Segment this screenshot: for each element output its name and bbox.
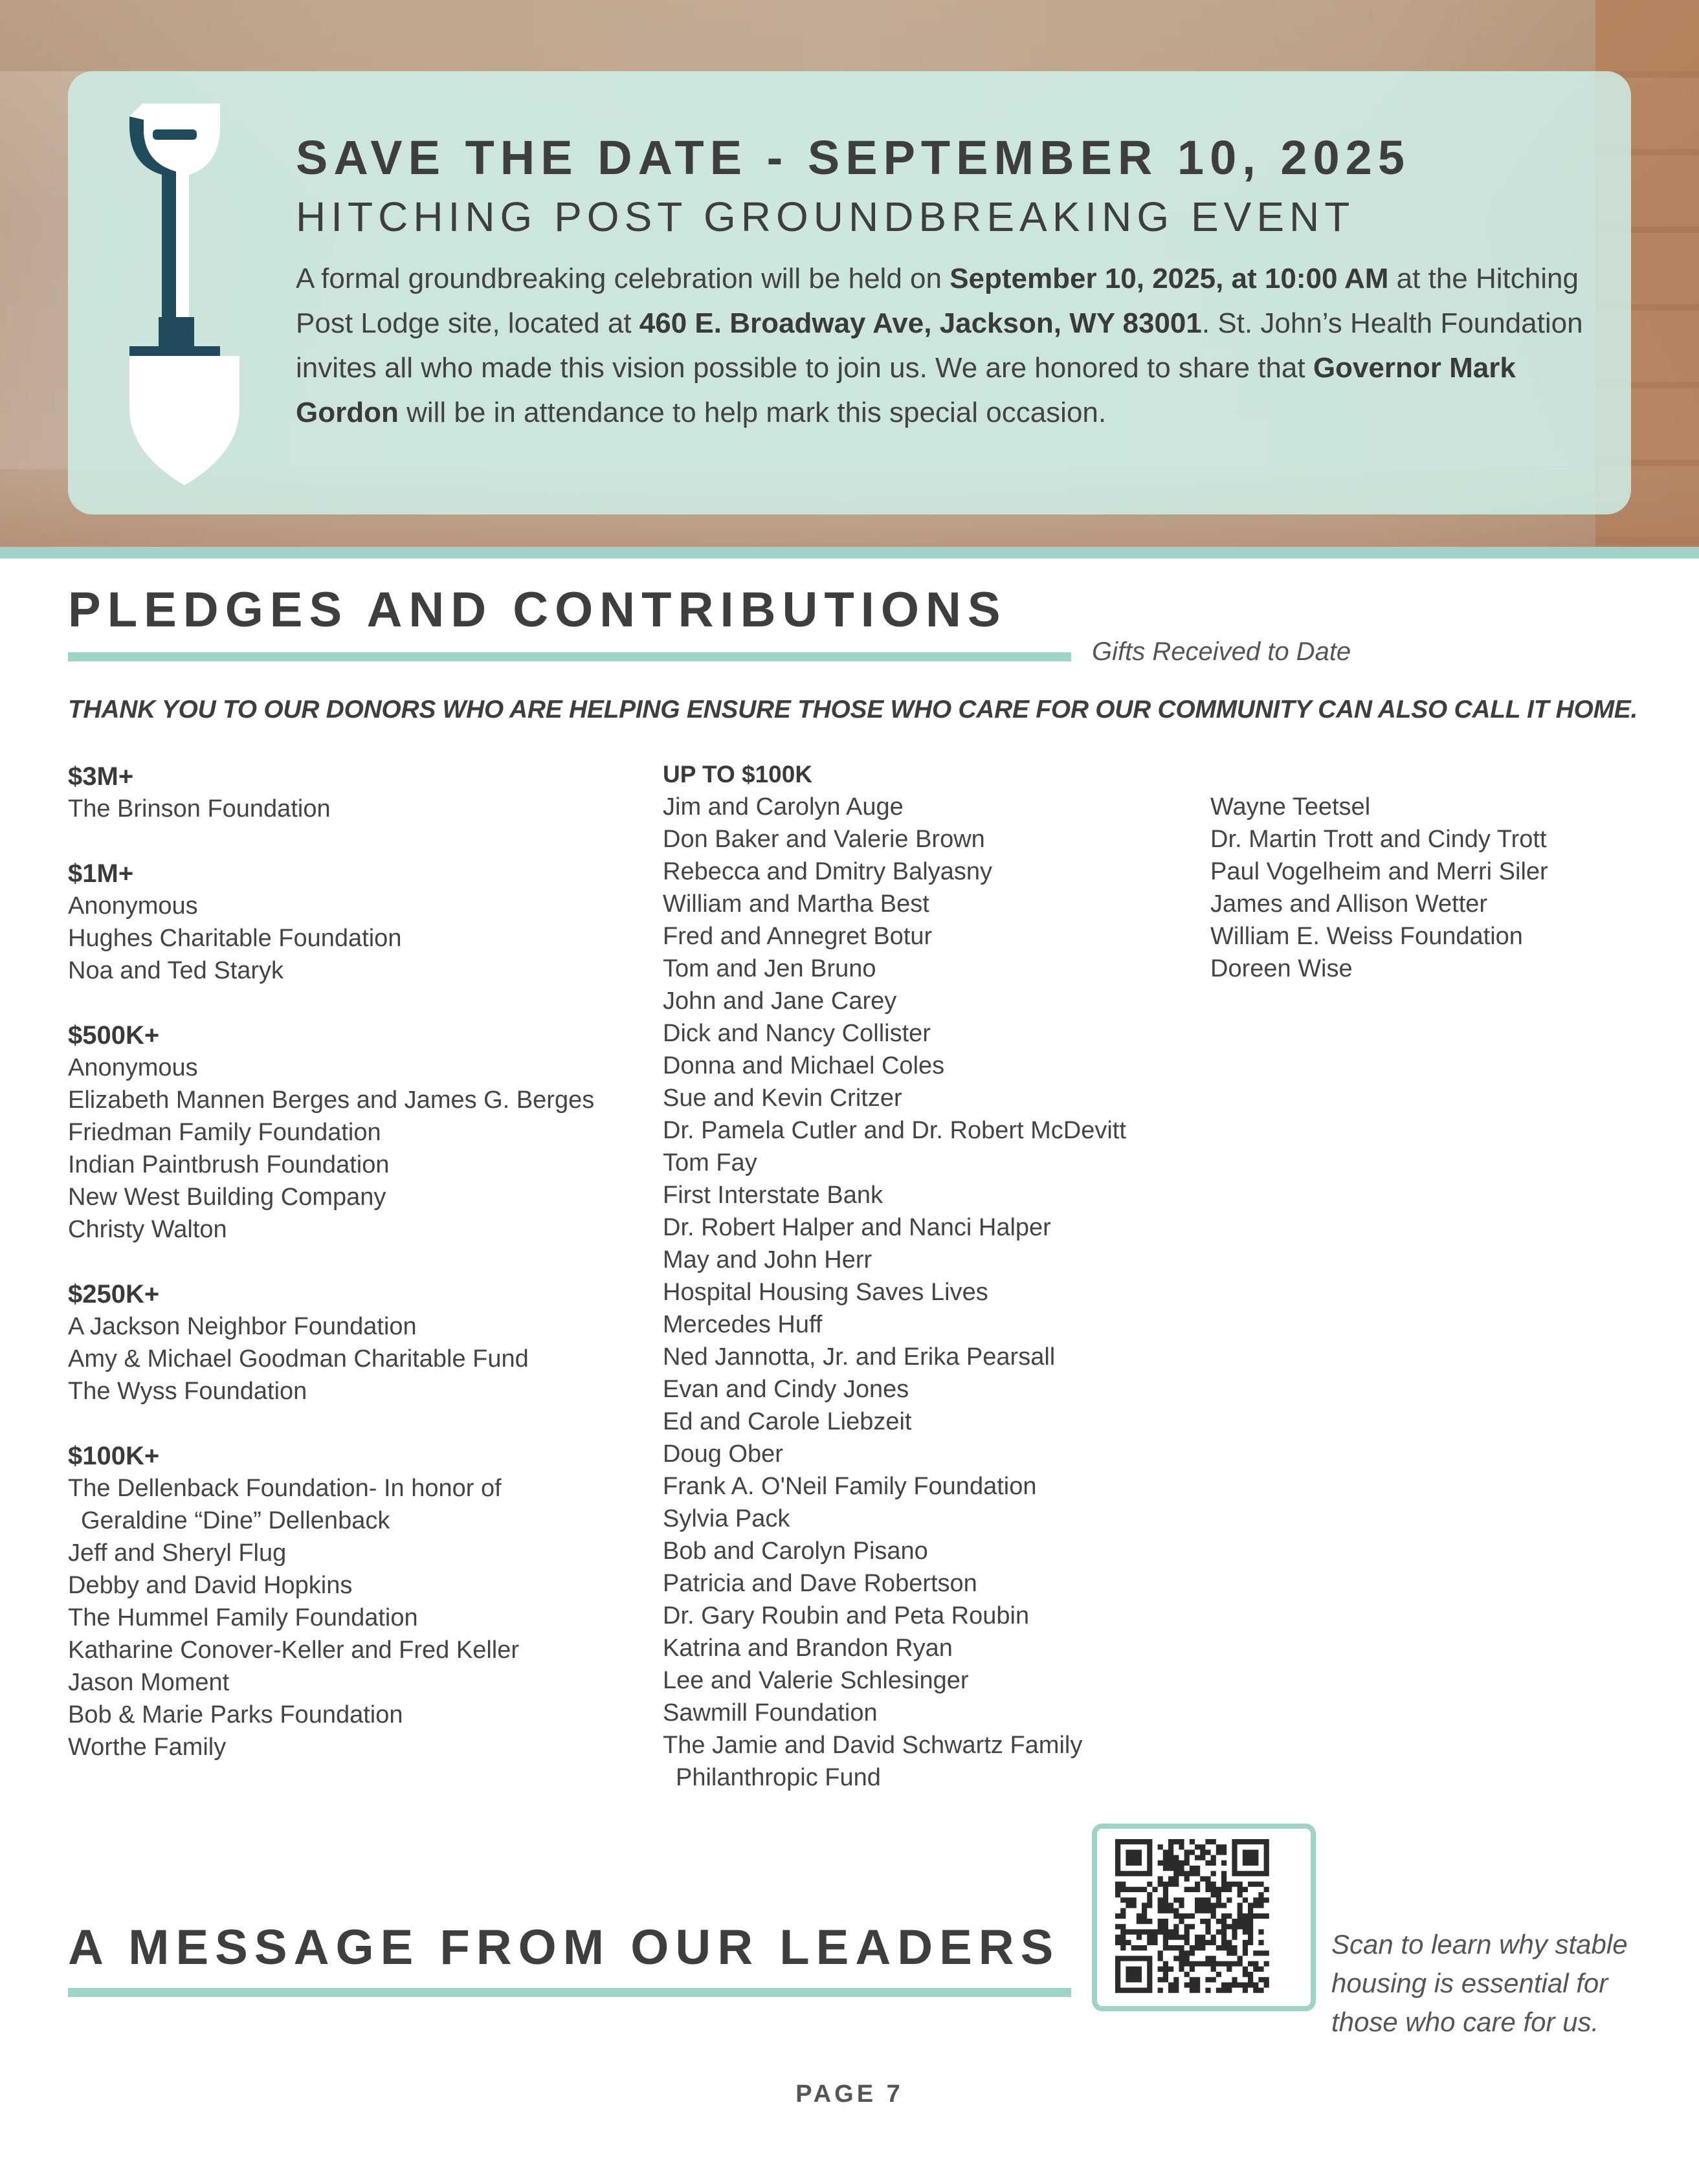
donor-name: William and Martha Best xyxy=(663,890,929,918)
donor-name: William E. Weiss Foundation xyxy=(1210,923,1523,950)
donor-name: Sawmill Foundation xyxy=(663,1699,878,1726)
donor-name: Don Baker and Valerie Brown xyxy=(663,826,985,853)
donor-name: Hospital Housing Saves Lives xyxy=(663,1279,988,1306)
donor-name: Debby and David Hopkins xyxy=(68,1572,353,1599)
donor-name: Worthe Family xyxy=(68,1734,227,1761)
donor-name: Hughes Charitable Foundation xyxy=(68,925,402,952)
donor-name: Bob and Carolyn Pisano xyxy=(663,1538,928,1565)
donor-name: Elizabeth Mannen Berges and James G. Berges xyxy=(68,1086,595,1114)
event-datetime: September 10, 2025, at 10:00 AM xyxy=(949,262,1389,294)
donor-name: Patricia and Dave Robertson xyxy=(663,1570,977,1597)
description-text: A formal groundbreaking celebration will be held on xyxy=(296,262,950,294)
donor-name: Dr. Robert Halper and Nanci Halper xyxy=(663,1214,1051,1241)
donor-name: Anonymous xyxy=(68,1054,198,1081)
donor-name: Paul Vogelheim and Merri Siler xyxy=(1210,858,1548,885)
qr-code[interactable] xyxy=(1092,1824,1316,2011)
donor-name: Jason Moment xyxy=(68,1669,230,1696)
leaders-heading: A MESSAGE FROM OUR LEADERS xyxy=(68,1920,1060,1975)
donor-name: Geraldine “Dine” Dellenback xyxy=(81,1507,390,1534)
donor-column-2 xyxy=(663,758,1181,1794)
gifts-note: Gifts Received to Date xyxy=(1092,637,1351,666)
donor-name: Amy & Michael Goodman Charitable Fund xyxy=(68,1345,529,1373)
donor-name: First Interstate Bank xyxy=(663,1182,883,1209)
donor-name: Rebecca and Dmitry Balyasny xyxy=(663,858,992,885)
donor-column-3 xyxy=(1210,791,1663,985)
donor-name: A Jackson Neighbor Foundation xyxy=(68,1313,417,1340)
donor-name: The Dellenback Foundation- In honor of xyxy=(68,1475,502,1502)
shovel-icon xyxy=(129,104,239,485)
donor-name: Noa and Ted Staryk xyxy=(68,957,284,984)
donor-name: James and Allison Wetter xyxy=(1210,890,1488,918)
donor-name: Frank A. O'Neil Family Foundation xyxy=(663,1473,1037,1500)
donor-name: Tom and Jen Bruno xyxy=(663,955,876,982)
donor-name: Donna and Michael Coles xyxy=(663,1052,945,1079)
donor-name: Jim and Carolyn Auge xyxy=(663,793,904,821)
hero-text-block xyxy=(296,129,1590,435)
donor-name: The Hummel Family Foundation xyxy=(68,1604,418,1631)
donor-name: Jeff and Sheryl Flug xyxy=(68,1539,287,1567)
donor-name: Dr. Pamela Cutler and Dr. Robert McDevitt xyxy=(663,1117,1126,1144)
ceiling-beam xyxy=(0,0,1699,71)
donor-name: Mercedes Huff xyxy=(663,1311,823,1338)
donor-name: Indian Paintbrush Foundation xyxy=(68,1151,390,1178)
governor-name: Governor Mark Gordon xyxy=(296,351,1516,428)
tier-label: UP TO $100K xyxy=(663,761,813,788)
donor-name: Wayne Teetsel xyxy=(1210,793,1371,821)
description-text: at the Hitching Post Lodge site, located at xyxy=(296,262,1579,339)
description-text: . St. John’s Health Foundation invites all who made this vision possible to join us. We are honored to share that xyxy=(296,307,1583,384)
donor-name: Doreen Wise xyxy=(1210,955,1353,982)
donor-name: Fred and Annegret Botur xyxy=(663,923,933,950)
tier-label: $100K+ xyxy=(68,1442,160,1470)
save-the-date-card xyxy=(68,71,1631,514)
teal-divider xyxy=(0,547,1699,558)
donor-name: Sue and Kevin Critzer xyxy=(663,1085,902,1112)
tier-label: $1M+ xyxy=(68,859,134,888)
donor-name: Doug Ober xyxy=(663,1440,783,1468)
donor-name: Dr. Gary Roubin and Peta Roubin xyxy=(663,1602,1030,1629)
donor-name: The Wyss Foundation xyxy=(68,1378,307,1405)
tier-label: $3M+ xyxy=(68,762,134,791)
save-the-date-heading: SAVE THE DATE - SEPTEMBER 10, 2025 xyxy=(296,131,1410,184)
donor-name: Ned Jannotta, Jr. and Erika Pearsall xyxy=(663,1343,1056,1371)
event-title: HITCHING POST GROUNDBREAKING EVENT xyxy=(296,193,1355,240)
tier-label: $500K+ xyxy=(68,1021,160,1050)
donor-name: Evan and Cindy Jones xyxy=(663,1376,909,1403)
page-number: PAGE 7 xyxy=(795,2080,904,2108)
donor-name: Katrina and Brandon Ryan xyxy=(663,1635,953,1662)
donor-name: May and John Herr xyxy=(663,1246,872,1274)
event-address: 460 E. Broadway Ave, Jackson, WY 83001 xyxy=(639,307,1202,339)
donor-name: Katharine Conover-Keller and Fred Keller xyxy=(68,1637,520,1664)
donor-name: The Brinson Foundation xyxy=(68,795,331,822)
description-text: will be in attendance to help mark this special occasion. xyxy=(398,396,1107,428)
donor-name: Ed and Carole Liebzeit xyxy=(663,1408,912,1435)
pledges-heading: PLEDGES AND CONTRIBUTIONS xyxy=(68,582,1007,637)
donor-name: Philanthropic Fund xyxy=(676,1764,881,1791)
tier-label: $250K+ xyxy=(68,1280,160,1308)
donor-column-1 xyxy=(68,760,638,1763)
leaders-underline xyxy=(68,1988,1071,1997)
qr-code-icon xyxy=(1110,1839,1298,1994)
pledges-underline xyxy=(68,652,1071,661)
donor-name: Dr. Martin Trott and Cindy Trott xyxy=(1210,826,1547,853)
donor-name: Anonymous xyxy=(68,892,198,920)
donor-name: New West Building Company xyxy=(68,1184,386,1211)
donor-name: Friedman Family Foundation xyxy=(68,1119,381,1146)
donor-name: Dick and Nancy Collister xyxy=(663,1020,931,1047)
donor-name: Tom Fay xyxy=(663,1149,757,1176)
hero-banner xyxy=(0,0,1699,547)
donor-name: Lee and Valerie Schlesinger xyxy=(663,1667,969,1694)
donor-name: Christy Walton xyxy=(68,1216,227,1243)
donor-name: John and Jane Carey xyxy=(663,987,897,1015)
donor-name: Bob & Marie Parks Foundation xyxy=(68,1701,403,1728)
donor-name: Sylvia Pack xyxy=(663,1505,790,1532)
event-description xyxy=(296,256,1590,435)
scan-note: Scan to learn why stable housing is essential for those who care for us. xyxy=(1331,1929,1628,2037)
donor-name: The Jamie and David Schwartz Family xyxy=(663,1732,1083,1759)
thank-you-line: THANK YOU TO OUR DONORS WHO ARE HELPING ENSURE THOSE WHO CARE FOR OUR COMMUNITY CAN ALSO CALL IT HOME. xyxy=(68,696,1638,723)
